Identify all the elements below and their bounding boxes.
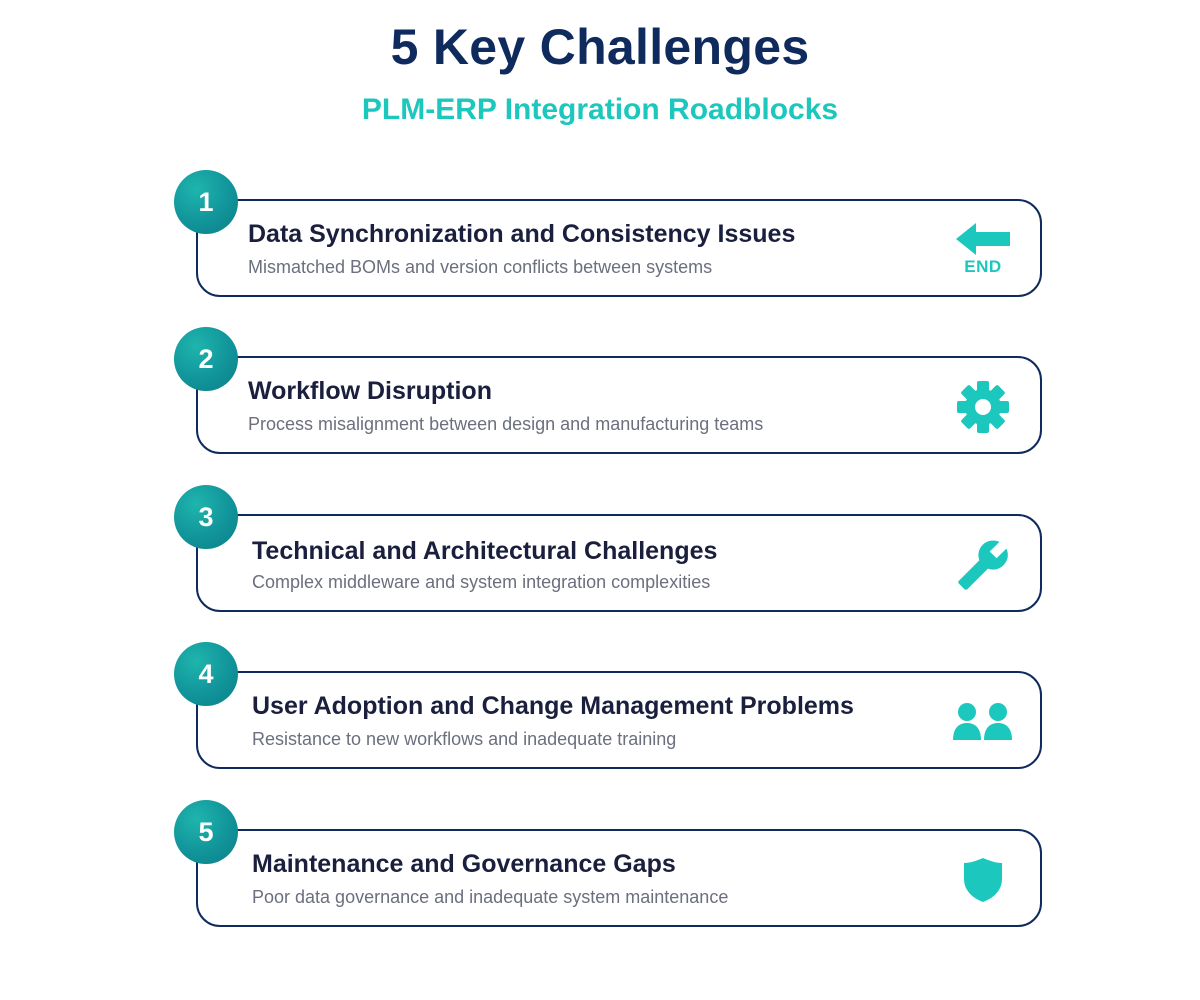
users-icon xyxy=(952,692,1014,752)
challenge-title: Data Synchronization and Consistency Issues xyxy=(248,220,796,248)
challenge-card xyxy=(196,514,1042,612)
challenge-title: Technical and Architectural Challenges xyxy=(252,537,718,565)
challenge-card xyxy=(196,671,1042,769)
end-arrow-icon xyxy=(952,220,1014,280)
challenge-description: Mismatched BOMs and version conflicts between systems xyxy=(248,257,713,277)
gear-icon xyxy=(952,377,1014,437)
page-subtitle: PLM-ERP Integration Roadblocks xyxy=(361,93,839,126)
challenge-description: Process misalignment between design and manufacturing teams xyxy=(248,414,764,434)
challenge-description: Poor data governance and inadequate system maintenance xyxy=(252,887,729,907)
challenge-title: Maintenance and Governance Gaps xyxy=(252,850,676,878)
challenge-card xyxy=(196,829,1042,927)
number-badge: 3 xyxy=(174,485,238,549)
challenge-title: User Adoption and Change Management Problems xyxy=(252,692,854,720)
challenge-card xyxy=(196,199,1042,297)
challenge-description: Complex middleware and system integration complexities xyxy=(252,572,711,592)
challenge-card xyxy=(196,356,1042,454)
shield-icon xyxy=(952,850,1014,910)
challenge-item-5 xyxy=(174,800,1044,907)
challenge-item-1 xyxy=(174,170,1044,277)
challenge-item-4 xyxy=(174,642,1044,749)
challenge-description: Resistance to new workflows and inadequate training xyxy=(252,729,677,749)
number-badge: 2 xyxy=(174,327,238,391)
number-badge: 4 xyxy=(174,642,238,706)
challenge-item-3 xyxy=(174,485,1044,592)
page-title: 5 Key Challenges xyxy=(390,19,810,75)
challenge-title: Workflow Disruption xyxy=(248,377,492,405)
number-badge: 5 xyxy=(174,800,238,864)
end-label: END xyxy=(964,257,1002,276)
wrench-icon xyxy=(952,535,1014,595)
number-badge: 1 xyxy=(174,170,238,234)
challenge-item-2 xyxy=(174,327,1044,434)
